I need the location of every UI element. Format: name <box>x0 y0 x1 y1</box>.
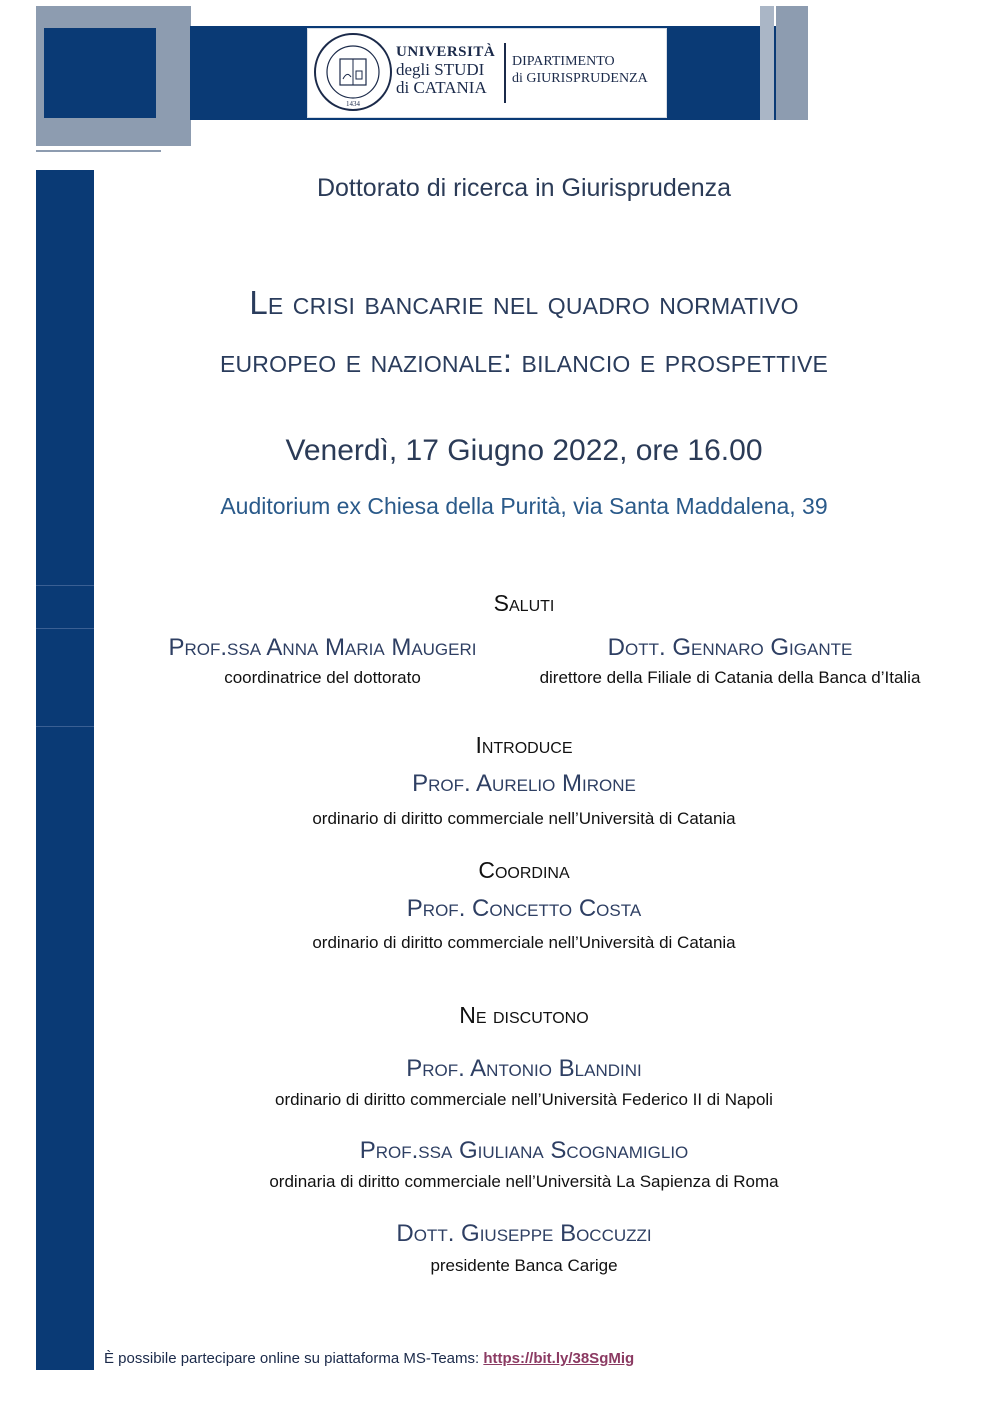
section-heading-introduce: Introduce <box>475 732 573 758</box>
event-title-line1: Le crisi bancarie nel quadro normativo <box>249 284 799 321</box>
speaker-name: Prof. Aurelio Mirone <box>412 770 636 797</box>
section-heading-coordina: Coordina <box>478 857 570 883</box>
speaker-name: Prof. Antonio Blandini <box>406 1055 642 1082</box>
logo-divider <box>504 43 506 103</box>
header-stripe <box>776 6 808 120</box>
footer-text: È possibile partecipare online su piattaforma MS-Teams: <box>104 1350 484 1367</box>
event-venue: Auditorium ex Chiesa della Purità, via Santa Maddalena, 39 <box>220 493 828 519</box>
department-name: DIPARTIMENTO di GIURISPRUDENZA <box>512 54 648 86</box>
speaker-name: Dott. Gennaro Gigante <box>607 634 853 661</box>
university-seal-icon <box>312 31 394 113</box>
speaker-role: presidente Banca Carige <box>430 1256 618 1275</box>
left-decorative-bar <box>36 170 94 1370</box>
section-heading-saluti: Saluti <box>493 590 555 616</box>
speaker-name: Prof. Concetto Costa <box>406 895 642 922</box>
speaker-name: Prof.ssa Giuliana Scognamiglio <box>359 1137 689 1164</box>
header-blue-block <box>44 28 156 118</box>
speaker-role: ordinario di diritto commerciale nell’Università di Catania <box>312 809 736 828</box>
section-heading-discutono: Ne discutono <box>459 1002 589 1028</box>
event-title-line2: europeo e nazionale: bilancio e prospettive <box>219 342 829 379</box>
university-logo <box>307 28 667 118</box>
header-stripe <box>760 6 774 120</box>
program-name: Dottorato di ricerca in Giurisprudenza <box>316 174 732 202</box>
speaker-role: ordinario di diritto commerciale nell’Università di Catania <box>312 933 736 952</box>
speaker-name: Prof.ssa Anna Maria Maugeri <box>168 634 477 661</box>
svg-text:1434: 1434 <box>346 100 360 108</box>
teams-link[interactable]: https://bit.ly/38SgMig <box>483 1350 635 1367</box>
speaker-role: direttore della Filiale di Catania della Banca d’Italia <box>539 668 921 687</box>
event-datetime: Venerdì, 17 Giugno 2022, ore 16.00 <box>285 434 763 467</box>
speaker-role: ordinario di diritto commerciale nell’Università Federico II di Napoli <box>275 1090 773 1109</box>
university-name: UNIVERSITÀ degli STUDI di CATANIA <box>396 44 496 97</box>
speaker-role: coordinatrice del dottorato <box>224 668 421 687</box>
speaker-name: Dott. Giuseppe Boccuzzi <box>396 1220 652 1247</box>
online-participation-note <box>104 1350 634 1367</box>
speaker-role: ordinaria di diritto commerciale nell’Università La Sapienza di Roma <box>269 1172 779 1191</box>
header-rule <box>36 150 161 152</box>
